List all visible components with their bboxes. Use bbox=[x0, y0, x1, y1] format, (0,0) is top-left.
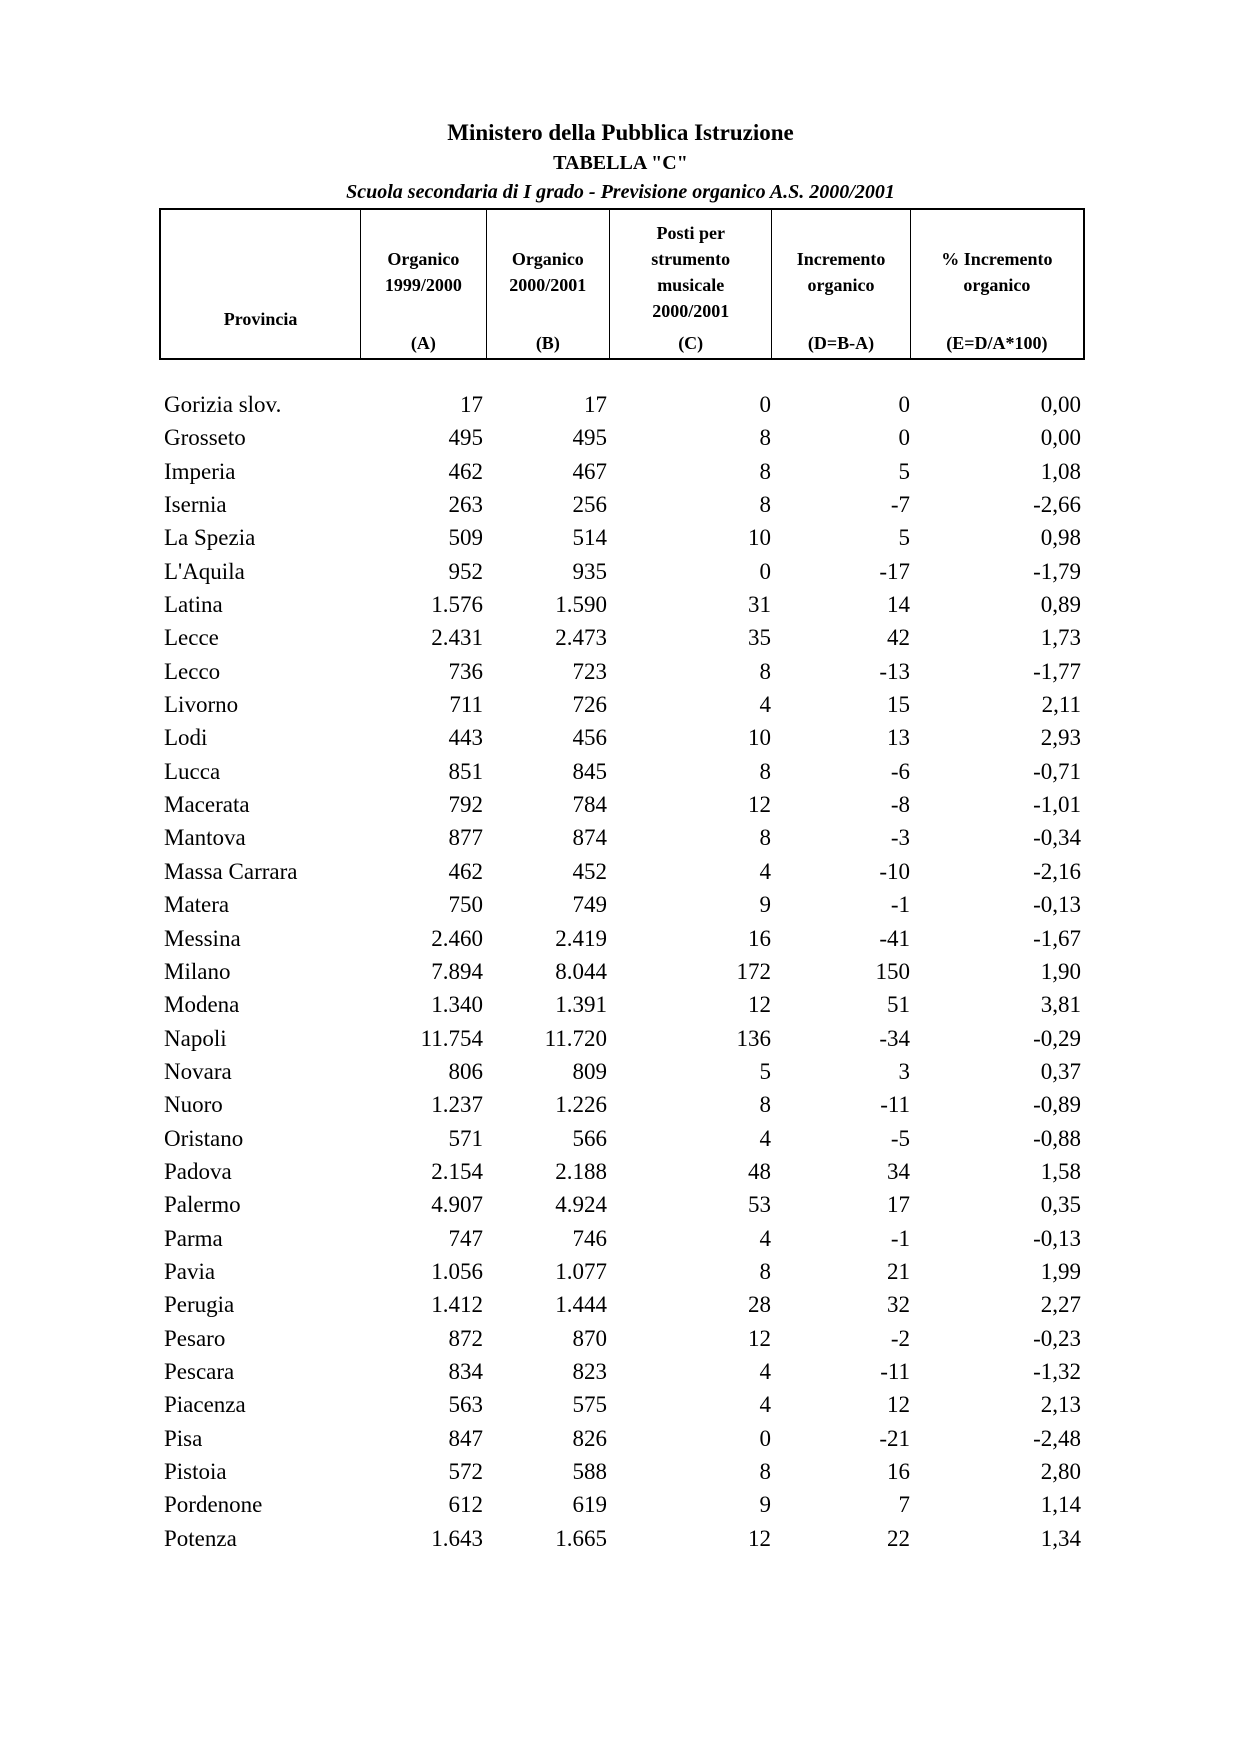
incremento-d-cell: -11 bbox=[880, 1358, 910, 1384]
incremento-d-cell: 5 bbox=[898, 458, 910, 484]
perc-incremento-e-cell: -2,48 bbox=[1033, 1425, 1081, 1451]
incremento-d-cell: -2 bbox=[890, 1325, 910, 1351]
table-row bbox=[0, 588, 1241, 621]
strumento-c-cell: 0 bbox=[759, 558, 771, 584]
organico-b-cell: 456 bbox=[572, 725, 607, 751]
organico-a-cell: 877 bbox=[448, 825, 483, 851]
table-row bbox=[0, 488, 1241, 521]
provincia-cell: Macerata bbox=[164, 792, 250, 818]
strumento-c-cell: 0 bbox=[759, 1425, 771, 1451]
organico-b-cell: 874 bbox=[572, 825, 607, 851]
organico-b-cell: 1.444 bbox=[555, 1292, 607, 1318]
organico-b-cell: 2.473 bbox=[555, 625, 607, 651]
table-row bbox=[0, 621, 1241, 654]
perc-incremento-e-cell: -1,77 bbox=[1033, 658, 1081, 684]
table-row bbox=[0, 521, 1241, 554]
organico-b-cell: 4.924 bbox=[555, 1192, 607, 1218]
strumento-c-cell: 8 bbox=[759, 825, 771, 851]
provincia-cell: Potenza bbox=[164, 1525, 237, 1551]
perc-incremento-e-cell: 1,73 bbox=[1040, 625, 1081, 651]
organico-b-cell: 826 bbox=[572, 1425, 607, 1451]
header-provincia bbox=[161, 210, 361, 358]
incremento-d-cell: -10 bbox=[879, 858, 910, 884]
strumento-c-cell: 4 bbox=[759, 1392, 771, 1418]
table-row bbox=[0, 1422, 1241, 1455]
strumento-c-cell: 12 bbox=[748, 1525, 771, 1551]
strumento-c-cell: 9 bbox=[759, 1492, 771, 1518]
perc-incremento-e-cell: -0,13 bbox=[1033, 1225, 1081, 1251]
strumento-c-cell: 8 bbox=[759, 758, 771, 784]
incremento-d-cell: 22 bbox=[887, 1525, 910, 1551]
perc-incremento-e-cell: 1,34 bbox=[1040, 1525, 1081, 1551]
organico-b-cell: 514 bbox=[572, 525, 607, 551]
header-label-line: Organico bbox=[387, 249, 460, 269]
perc-incremento-e-cell: -2,16 bbox=[1033, 858, 1081, 884]
organico-b-cell: 452 bbox=[572, 858, 607, 884]
organico-b-cell: 1.077 bbox=[555, 1258, 607, 1284]
table-row bbox=[0, 788, 1241, 821]
header-organico-a bbox=[361, 210, 486, 358]
organico-a-cell: 1.412 bbox=[431, 1292, 483, 1318]
organico-a-cell: 834 bbox=[448, 1358, 483, 1384]
organico-b-cell: 809 bbox=[572, 1058, 607, 1084]
organico-b-cell: 870 bbox=[572, 1325, 607, 1351]
incremento-d-cell: 3 bbox=[898, 1058, 910, 1084]
organico-a-cell: 806 bbox=[448, 1058, 483, 1084]
table-row bbox=[0, 555, 1241, 588]
incremento-d-cell: 0 bbox=[898, 425, 910, 451]
header-label-line: organico bbox=[807, 275, 875, 295]
header-label-line: 2000/2001 bbox=[652, 301, 730, 321]
table-row bbox=[0, 1222, 1241, 1255]
provincia-cell: Pistoia bbox=[164, 1459, 227, 1484]
header-label-line: Posti per bbox=[656, 223, 725, 243]
perc-incremento-e-cell: 1,08 bbox=[1040, 458, 1081, 484]
provincia-cell: La Spezia bbox=[164, 525, 256, 551]
table-row bbox=[0, 888, 1241, 921]
incremento-d-cell: 5 bbox=[898, 525, 910, 551]
strumento-c-cell: 4 bbox=[759, 1358, 771, 1384]
perc-incremento-e-cell: 0,89 bbox=[1040, 592, 1081, 618]
organico-a-cell: 572 bbox=[448, 1459, 483, 1484]
perc-incremento-e-cell: -0,89 bbox=[1033, 1092, 1081, 1118]
organico-a-cell: 462 bbox=[448, 858, 483, 884]
organico-a-cell: 11.754 bbox=[420, 1025, 483, 1051]
provincia-cell: Novara bbox=[164, 1058, 232, 1084]
ministry-title: Ministero della Pubblica Istruzione bbox=[447, 120, 794, 145]
incremento-d-cell: -8 bbox=[890, 792, 910, 818]
organico-b-cell: 2.419 bbox=[555, 925, 607, 951]
incremento-d-cell: 13 bbox=[887, 725, 910, 751]
strumento-c-cell: 10 bbox=[748, 525, 771, 551]
incremento-d-cell: 34 bbox=[887, 1158, 910, 1184]
provincia-cell: Pavia bbox=[164, 1258, 216, 1284]
organico-a-cell: 2.460 bbox=[431, 925, 483, 951]
perc-incremento-e-cell: 2,93 bbox=[1040, 725, 1081, 751]
incremento-d-cell: 32 bbox=[887, 1292, 910, 1318]
organico-b-cell: 575 bbox=[572, 1392, 607, 1418]
table-row bbox=[0, 855, 1241, 888]
provincia-cell: Imperia bbox=[164, 458, 236, 484]
incremento-d-cell: 7 bbox=[898, 1492, 910, 1518]
strumento-c-cell: 8 bbox=[759, 1459, 771, 1484]
strumento-c-cell: 8 bbox=[759, 425, 771, 451]
provincia-cell: Pesaro bbox=[164, 1325, 226, 1351]
organico-a-cell: 4.907 bbox=[431, 1192, 483, 1218]
perc-incremento-e-cell: 0,00 bbox=[1040, 392, 1081, 417]
incremento-d-cell: -7 bbox=[890, 492, 910, 518]
organico-a-cell: 1.340 bbox=[431, 992, 483, 1018]
perc-incremento-e-cell: 2,27 bbox=[1040, 1292, 1081, 1318]
strumento-c-cell: 4 bbox=[759, 1225, 771, 1251]
perc-incremento-e-cell: 0,37 bbox=[1040, 1058, 1081, 1084]
table-row bbox=[0, 655, 1241, 688]
organico-b-cell: 749 bbox=[572, 892, 607, 918]
strumento-c-cell: 16 bbox=[748, 925, 771, 951]
table-row bbox=[0, 1122, 1241, 1155]
perc-incremento-e-cell: 1,90 bbox=[1040, 958, 1081, 984]
provincia-cell: Lecce bbox=[164, 625, 219, 651]
organico-b-cell: 467 bbox=[572, 458, 607, 484]
table-row bbox=[0, 1455, 1241, 1488]
strumento-c-cell: 8 bbox=[759, 1258, 771, 1284]
header-label-line: organico bbox=[963, 275, 1031, 295]
organico-a-cell: 736 bbox=[448, 658, 483, 684]
perc-incremento-e-cell: -0,71 bbox=[1033, 758, 1081, 784]
organico-a-cell: 851 bbox=[448, 758, 483, 784]
header-perc-incremento bbox=[911, 210, 1083, 358]
organico-a-cell: 509 bbox=[448, 525, 483, 551]
strumento-c-cell: 48 bbox=[748, 1158, 771, 1184]
organico-a-cell: 792 bbox=[448, 792, 483, 818]
strumento-c-cell: 136 bbox=[736, 1025, 771, 1051]
strumento-c-cell: 4 bbox=[759, 1125, 771, 1151]
header-code: (C) bbox=[678, 333, 704, 353]
perc-incremento-e-cell: -1,67 bbox=[1033, 925, 1081, 951]
table-row bbox=[0, 1188, 1241, 1221]
perc-incremento-e-cell: 0,98 bbox=[1040, 525, 1081, 551]
organico-b-cell: 845 bbox=[572, 758, 607, 784]
strumento-c-cell: 35 bbox=[748, 625, 771, 651]
incremento-d-cell: -3 bbox=[890, 825, 910, 851]
organico-a-cell: 563 bbox=[448, 1392, 483, 1418]
table-row bbox=[0, 1522, 1241, 1555]
provincia-cell: Isernia bbox=[164, 492, 227, 518]
provincia-cell: Oristano bbox=[164, 1125, 244, 1151]
organico-b-cell: 784 bbox=[572, 792, 607, 818]
incremento-d-cell: 15 bbox=[887, 692, 910, 718]
strumento-c-cell: 12 bbox=[748, 792, 771, 818]
organico-a-cell: 571 bbox=[448, 1125, 483, 1151]
organico-b-cell: 1.665 bbox=[555, 1525, 607, 1551]
table-row bbox=[0, 721, 1241, 754]
strumento-c-cell: 53 bbox=[748, 1192, 771, 1218]
organico-a-cell: 263 bbox=[448, 492, 483, 518]
strumento-c-cell: 28 bbox=[748, 1292, 771, 1318]
table-row bbox=[0, 1255, 1241, 1288]
provincia-cell: Massa Carrara bbox=[164, 858, 298, 884]
organico-b-cell: 823 bbox=[572, 1358, 607, 1384]
header-label-line: Provincia bbox=[223, 309, 298, 329]
provincia-cell: Perugia bbox=[164, 1292, 235, 1318]
organico-a-cell: 952 bbox=[448, 558, 483, 584]
strumento-c-cell: 4 bbox=[759, 858, 771, 884]
header-code: (B) bbox=[535, 333, 560, 353]
incremento-d-cell: 42 bbox=[887, 625, 910, 651]
table-row bbox=[0, 1488, 1241, 1521]
perc-incremento-e-cell: -0,88 bbox=[1033, 1125, 1081, 1151]
perc-incremento-e-cell: -0,13 bbox=[1033, 892, 1081, 918]
incremento-d-cell: -41 bbox=[879, 925, 910, 951]
incremento-d-cell: -34 bbox=[879, 1025, 910, 1051]
strumento-c-cell: 8 bbox=[759, 458, 771, 484]
table-row bbox=[0, 1022, 1241, 1055]
provincia-cell: Modena bbox=[164, 992, 240, 1018]
organico-a-cell: 847 bbox=[448, 1425, 483, 1451]
perc-incremento-e-cell: 2,11 bbox=[1041, 692, 1081, 718]
perc-incremento-e-cell: -0,34 bbox=[1033, 825, 1081, 851]
header-code: (E=D/A*100) bbox=[946, 333, 1048, 353]
strumento-c-cell: 10 bbox=[748, 725, 771, 751]
organico-a-cell: 1.056 bbox=[431, 1258, 483, 1284]
incremento-d-cell: 16 bbox=[887, 1459, 910, 1484]
provincia-cell: Palermo bbox=[164, 1192, 241, 1218]
incremento-d-cell: -1 bbox=[890, 892, 910, 918]
strumento-c-cell: 31 bbox=[748, 592, 771, 618]
organico-a-cell: 2.154 bbox=[431, 1158, 483, 1184]
table-row bbox=[0, 455, 1241, 488]
organico-b-cell: 1.590 bbox=[555, 592, 607, 618]
provincia-cell: Messina bbox=[164, 925, 241, 951]
provincia-cell: Pordenone bbox=[164, 1492, 263, 1518]
incremento-d-cell: -1 bbox=[890, 1225, 910, 1251]
organico-a-cell: 495 bbox=[448, 425, 483, 451]
organico-a-cell: 1.237 bbox=[431, 1092, 483, 1118]
table-row bbox=[0, 755, 1241, 788]
incremento-d-cell: 21 bbox=[887, 1258, 910, 1284]
header-label-line: strumento bbox=[651, 249, 731, 269]
perc-incremento-e-cell: 1,14 bbox=[1040, 1492, 1081, 1518]
perc-incremento-e-cell: 0,00 bbox=[1040, 425, 1081, 451]
organico-a-cell: 2.431 bbox=[431, 625, 483, 651]
organico-a-cell: 462 bbox=[448, 458, 483, 484]
header-code: (A) bbox=[410, 333, 436, 353]
organico-b-cell: 619 bbox=[572, 1492, 607, 1518]
header-label-line: 1999/2000 bbox=[384, 275, 462, 295]
strumento-c-cell: 8 bbox=[759, 658, 771, 684]
provincia-cell: Pisa bbox=[164, 1425, 203, 1451]
perc-incremento-e-cell: -1,79 bbox=[1033, 558, 1081, 584]
perc-incremento-e-cell: -0,23 bbox=[1033, 1325, 1081, 1351]
perc-incremento-e-cell: 3,81 bbox=[1040, 992, 1081, 1018]
provincia-cell: Grosseto bbox=[164, 425, 246, 451]
incremento-d-cell: -13 bbox=[879, 658, 910, 684]
table-id: TABELLA "C" bbox=[553, 152, 688, 174]
organico-b-cell: 1.226 bbox=[555, 1092, 607, 1118]
incremento-d-cell: 0 bbox=[898, 392, 910, 417]
provincia-cell: Parma bbox=[164, 1225, 223, 1251]
perc-incremento-e-cell: 1,58 bbox=[1040, 1158, 1081, 1184]
perc-incremento-e-cell: -1,01 bbox=[1033, 792, 1081, 818]
organico-a-cell: 872 bbox=[448, 1325, 483, 1351]
organico-a-cell: 711 bbox=[449, 692, 483, 718]
provincia-cell: Latina bbox=[164, 592, 223, 618]
provincia-cell: Lecco bbox=[164, 658, 221, 684]
incremento-d-cell: 12 bbox=[887, 1392, 910, 1418]
table-body bbox=[0, 388, 1241, 1555]
organico-b-cell: 588 bbox=[572, 1459, 607, 1484]
table-subtitle: Scuola secondaria di I grado - Previsione organico A.S. 2000/2001 bbox=[346, 181, 895, 203]
provincia-cell: Lucca bbox=[164, 758, 221, 784]
organico-b-cell: 495 bbox=[572, 425, 607, 451]
provincia-cell: Padova bbox=[164, 1158, 232, 1184]
provincia-cell: Mantova bbox=[164, 825, 246, 851]
strumento-c-cell: 5 bbox=[759, 1058, 771, 1084]
organico-a-cell: 17 bbox=[460, 392, 483, 417]
table-row bbox=[0, 1388, 1241, 1421]
table-row bbox=[0, 388, 1241, 421]
incremento-d-cell: -17 bbox=[879, 558, 910, 584]
provincia-cell: Lodi bbox=[164, 725, 208, 751]
table-row bbox=[0, 1322, 1241, 1355]
organico-b-cell: 726 bbox=[572, 692, 607, 718]
organico-b-cell: 935 bbox=[572, 558, 607, 584]
organico-b-cell: 746 bbox=[572, 1225, 607, 1251]
incremento-d-cell: 150 bbox=[875, 958, 910, 984]
incremento-d-cell: 14 bbox=[887, 592, 910, 618]
organico-a-cell: 1.643 bbox=[431, 1525, 483, 1551]
strumento-c-cell: 12 bbox=[748, 992, 771, 1018]
table-row bbox=[0, 1088, 1241, 1121]
header-label-line: % Incremento bbox=[941, 249, 1053, 269]
provincia-cell: Napoli bbox=[164, 1025, 227, 1051]
table-row bbox=[0, 988, 1241, 1021]
perc-incremento-e-cell: -2,66 bbox=[1033, 492, 1081, 518]
perc-incremento-e-cell: -1,32 bbox=[1033, 1358, 1081, 1384]
strumento-c-cell: 172 bbox=[736, 958, 771, 984]
header-organico-b bbox=[487, 210, 610, 358]
table-row bbox=[0, 922, 1241, 955]
column-header-box bbox=[159, 208, 1085, 360]
organico-b-cell: 256 bbox=[572, 492, 607, 518]
table-row bbox=[0, 955, 1241, 988]
organico-b-cell: 566 bbox=[572, 1125, 607, 1151]
provincia-cell: L'Aquila bbox=[164, 558, 245, 584]
header-label-line: Incremento bbox=[796, 249, 886, 269]
strumento-c-cell: 4 bbox=[759, 692, 771, 718]
strumento-c-cell: 9 bbox=[759, 892, 771, 918]
provincia-cell: Livorno bbox=[164, 692, 239, 718]
provincia-cell: Nuoro bbox=[164, 1092, 223, 1118]
table-row bbox=[0, 421, 1241, 454]
header-label-line: musicale bbox=[657, 275, 725, 295]
incremento-d-cell: 51 bbox=[887, 992, 910, 1018]
incremento-d-cell: -21 bbox=[879, 1425, 910, 1451]
provincia-cell: Piacenza bbox=[164, 1392, 246, 1418]
organico-a-cell: 750 bbox=[448, 892, 483, 918]
organico-a-cell: 612 bbox=[448, 1492, 483, 1518]
incremento-d-cell: -5 bbox=[890, 1125, 910, 1151]
header-label-line: 2000/2001 bbox=[509, 275, 587, 295]
perc-incremento-e-cell: 2,13 bbox=[1040, 1392, 1081, 1418]
table-row bbox=[0, 1355, 1241, 1388]
strumento-c-cell: 0 bbox=[759, 392, 771, 417]
strumento-c-cell: 8 bbox=[759, 1092, 771, 1118]
header-label-line: Organico bbox=[511, 249, 584, 269]
table-row bbox=[0, 821, 1241, 854]
perc-incremento-e-cell: -0,29 bbox=[1033, 1025, 1081, 1051]
table-row bbox=[0, 688, 1241, 721]
perc-incremento-e-cell: 2,80 bbox=[1040, 1459, 1081, 1484]
provincia-cell: Pescara bbox=[164, 1358, 235, 1384]
organico-a-cell: 1.576 bbox=[431, 592, 483, 618]
provincia-cell: Milano bbox=[164, 958, 231, 984]
organico-b-cell: 2.188 bbox=[555, 1158, 607, 1184]
perc-incremento-e-cell: 1,99 bbox=[1040, 1258, 1081, 1284]
strumento-c-cell: 8 bbox=[759, 492, 771, 518]
organico-b-cell: 8.044 bbox=[555, 958, 607, 984]
organico-a-cell: 443 bbox=[448, 725, 483, 751]
strumento-c-cell: 12 bbox=[748, 1325, 771, 1351]
organico-b-cell: 723 bbox=[572, 658, 607, 684]
provincia-cell: Matera bbox=[164, 892, 230, 918]
incremento-d-cell: -11 bbox=[880, 1092, 910, 1118]
header-code: (D=B-A) bbox=[807, 333, 875, 353]
table-row bbox=[0, 1055, 1241, 1088]
header-incremento bbox=[772, 210, 910, 358]
table-row bbox=[0, 1288, 1241, 1321]
perc-incremento-e-cell: 0,35 bbox=[1040, 1192, 1081, 1218]
organico-a-cell: 747 bbox=[448, 1225, 483, 1251]
incremento-d-cell: 17 bbox=[887, 1192, 910, 1218]
header-posti-strumento bbox=[610, 210, 772, 358]
organico-b-cell: 11.720 bbox=[544, 1025, 607, 1051]
table-row bbox=[0, 1155, 1241, 1188]
organico-b-cell: 17 bbox=[584, 392, 607, 417]
organico-a-cell: 7.894 bbox=[431, 958, 483, 984]
organico-b-cell: 1.391 bbox=[555, 992, 607, 1018]
provincia-cell: Gorizia slov. bbox=[164, 392, 282, 417]
incremento-d-cell: -6 bbox=[890, 758, 910, 784]
